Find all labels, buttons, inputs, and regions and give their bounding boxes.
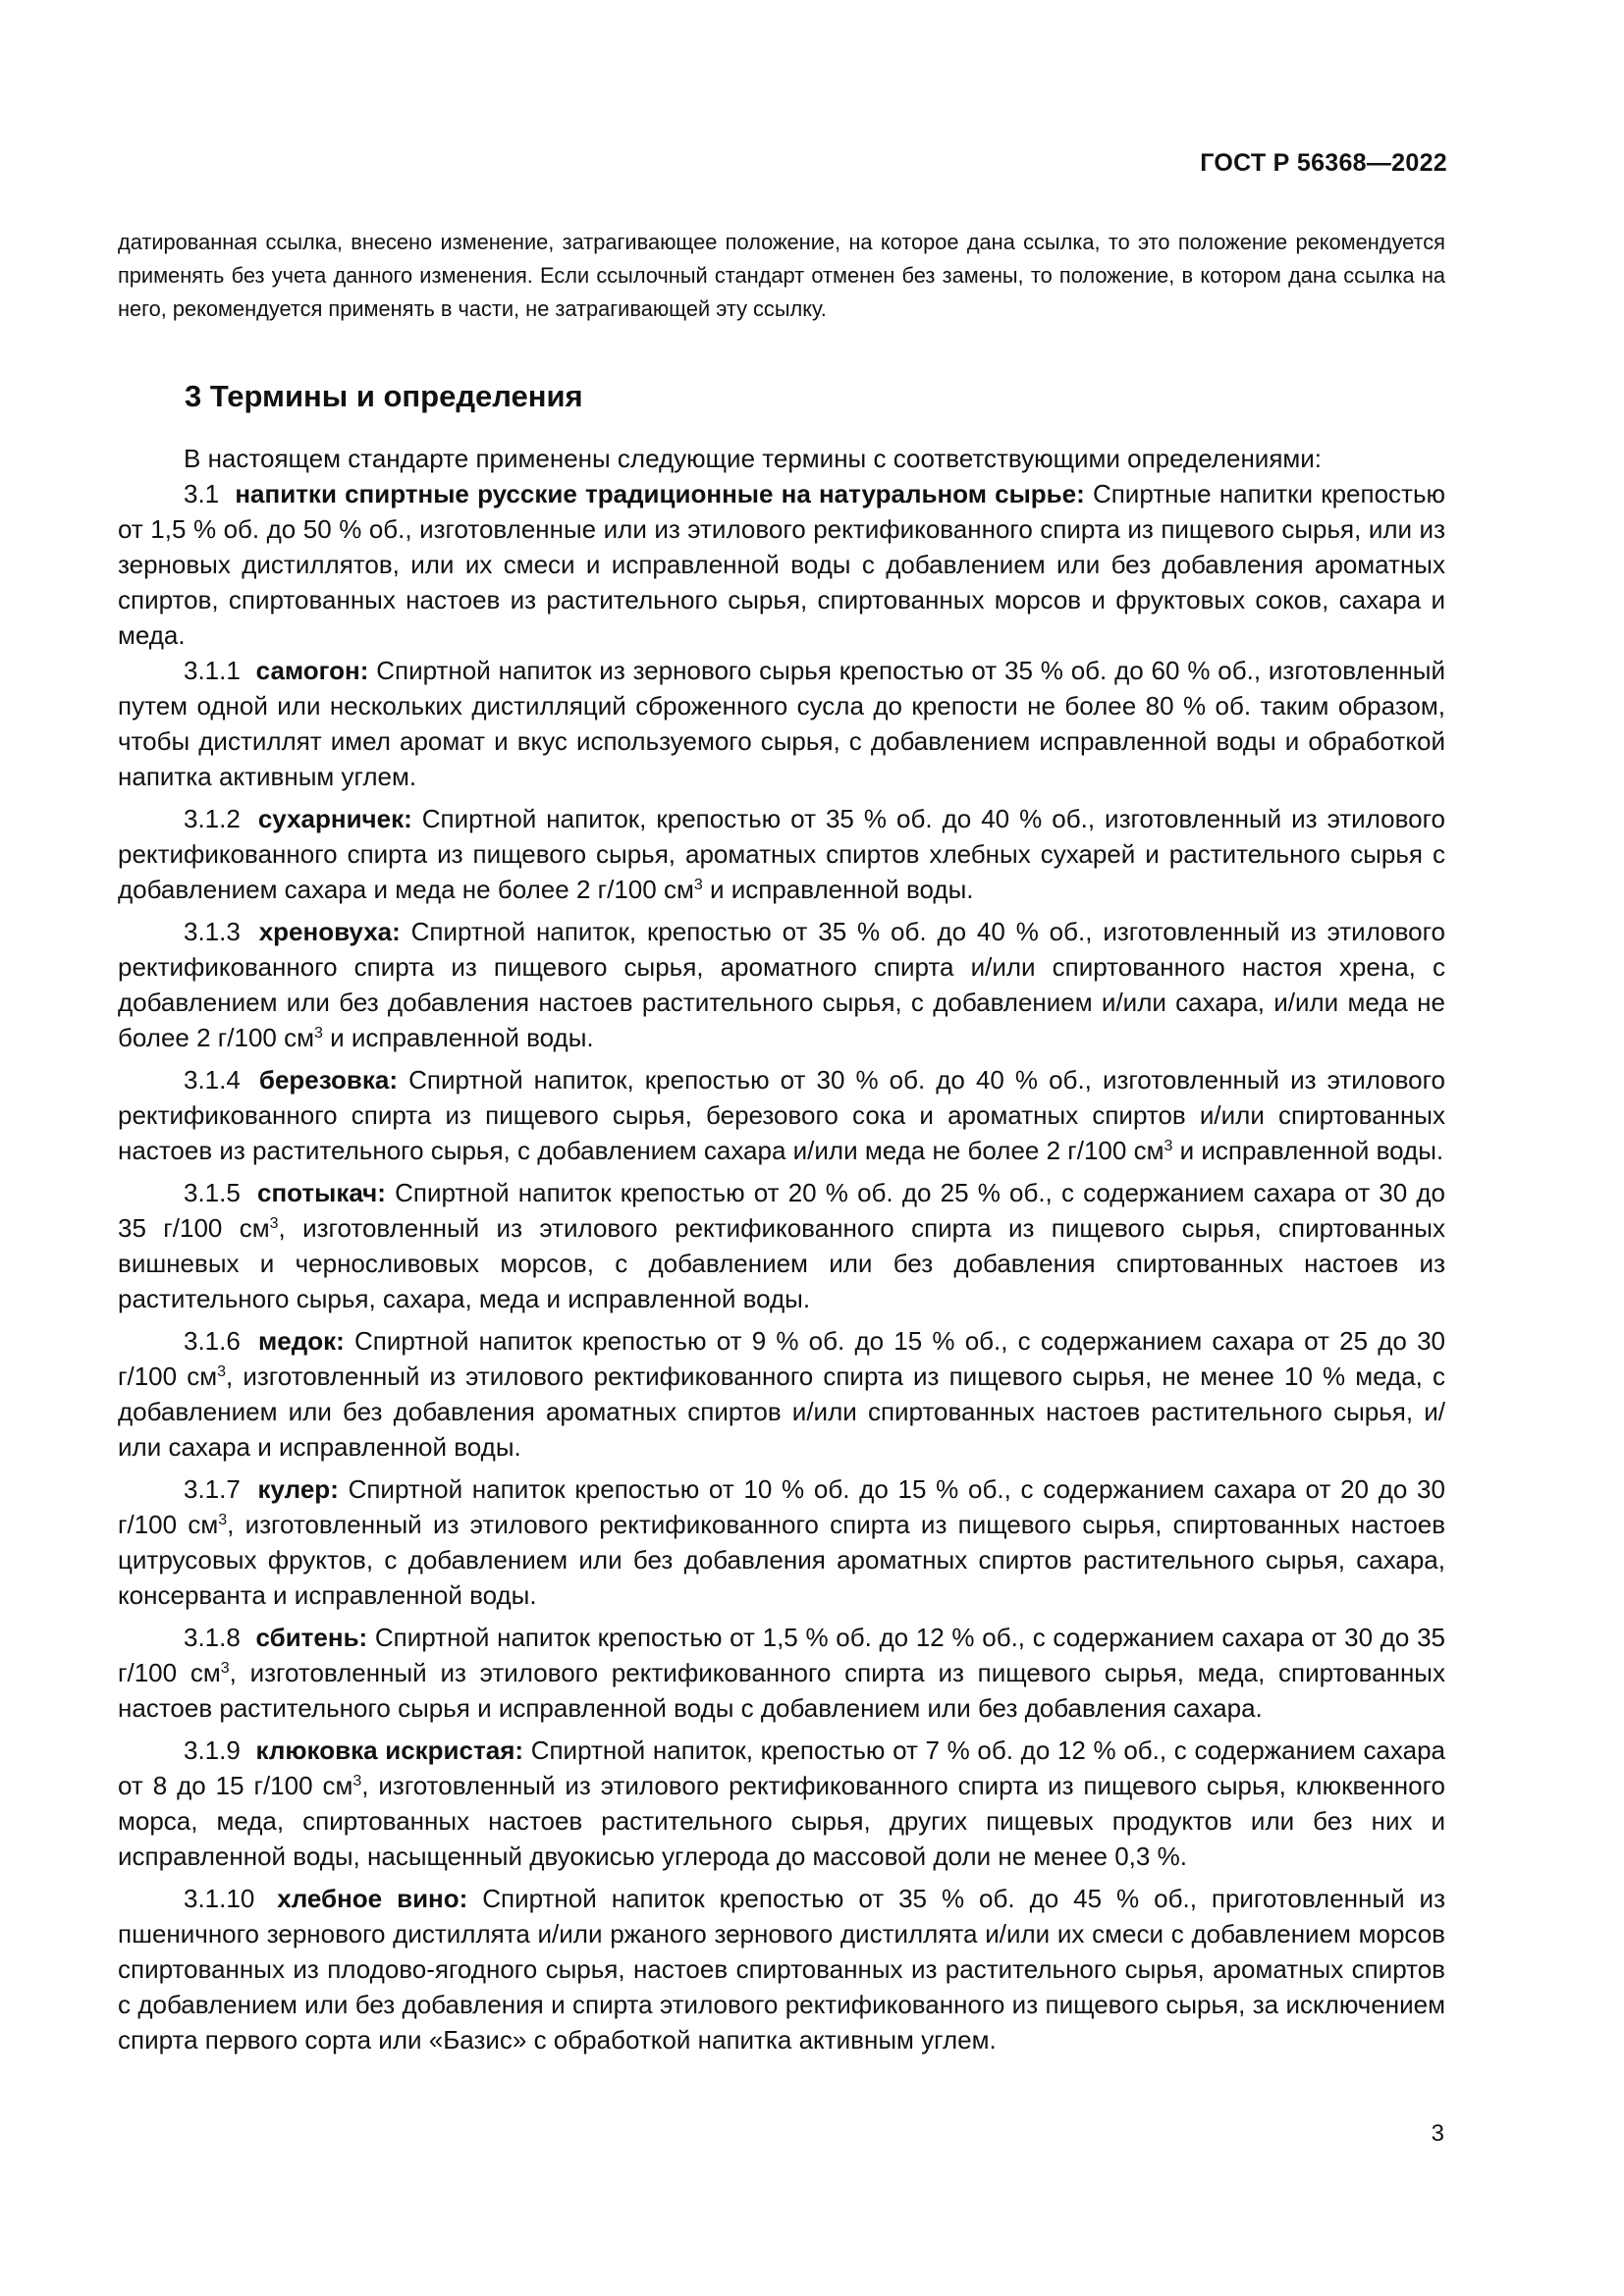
term-number: 3.1.9 xyxy=(184,1735,241,1765)
term-definition: Спиртной напиток, крепостью от 35 % об. до 40 % об., изготовленный из этилового ректификованного спирта из пищевого сырья, ароматных спиртов хлебных сухарей и растительного сырья с добавлением сахара и меда не более 2 г/100 см xyxy=(118,804,1445,904)
term-number: 3.1 xyxy=(184,479,220,508)
term-number: 3.1.5 xyxy=(184,1178,241,1207)
term-name: напитки спиртные русские традиционные на натуральном сырье: xyxy=(235,479,1085,508)
superscript: 3 xyxy=(217,1363,226,1380)
superscript: 3 xyxy=(220,1660,230,1677)
term-number: 3.1.3 xyxy=(184,917,241,946)
term-definition-tail: , изготовленный из этилового ректификованного спирта из пищевого сырья, спиртованных настоев цитрусовых фруктов, с добавлением или без добавления ароматных спиртов растительного сырья, сахара, консерванта и исправленной воды. xyxy=(118,1510,1446,1610)
term-paragraph xyxy=(118,1620,1445,1726)
term-number: 3.1.10 xyxy=(184,1884,255,1913)
term-definition-tail: , изготовленный из этилового ректификованного спирта из пищевого сырья, клюквенного морса, меда, спиртованных настоев растительного сырья, других пищевых продуктов или без них и исправленной воды, насыщенный двуокисью углерода до массовой доли не менее 0,3 %. xyxy=(118,1771,1445,1871)
term-number: 3.1.2 xyxy=(184,804,241,833)
superscript: 3 xyxy=(352,1773,362,1789)
term-definition: Спиртной напиток крепостью от 10 % об. до 15 % об., с содержанием сахара от 20 до 30 г/100 см xyxy=(118,1474,1445,1539)
term-definition-tail: и исправленной воды. xyxy=(322,1023,594,1052)
term-definition: Спиртные напитки крепостью от 1,5 % об. до 50 % об., изготовленные или из этилового ректификованного спирта из пищевого сырья, или из зерновых дистиллятов, или их смеси и исправленной воды с добавлением или без добавления ароматных спиртов, спиртованных настоев из растительного сырья, спиртованных морсов и фруктовых соков, сахара и меда. xyxy=(118,479,1446,650)
term-paragraph xyxy=(118,1175,1445,1316)
term-name: клюковка искристая: xyxy=(255,1735,524,1765)
term-definition-tail: , изготовленный из этилового ректификованного спирта из пищевого сырья, спиртованных вишневых и черносливовых морсов, с добавлением или без добавления спиртованных настоев из растительного сырья, сахара, меда и исправленной воды. xyxy=(118,1213,1445,1313)
term-paragraph xyxy=(118,1471,1445,1613)
term-definition: Спиртной напиток крепостью от 9 % об. до 15 % об., с содержанием сахара от 25 до 30 г/100 см xyxy=(118,1326,1445,1391)
term-number: 3.1.8 xyxy=(184,1623,241,1652)
term-number: 3.1.1 xyxy=(184,656,241,685)
term-name: хлебное вино: xyxy=(277,1884,468,1913)
term-definition: Спиртной напиток крепостью от 1,5 % об. до 12 % об., с содержанием сахара от 30 до 35 г/100 см xyxy=(118,1623,1445,1687)
term-name: кулер: xyxy=(257,1474,339,1504)
term-definition-tail: и исправленной воды. xyxy=(1172,1136,1444,1165)
superscript: 3 xyxy=(693,877,703,893)
superscript: 3 xyxy=(1164,1138,1173,1154)
term-name: березовка: xyxy=(258,1065,399,1095)
term-name: сухарничек: xyxy=(257,804,412,833)
term-name: хреновуха: xyxy=(258,917,401,946)
superscript: 3 xyxy=(313,1025,323,1041)
superscript: 3 xyxy=(218,1512,228,1528)
term-definition: Спиртной напиток крепостью от 20 % об. до 25 % об., с содержанием сахара от 30 до 35 г/100 см xyxy=(118,1178,1445,1243)
terms-list xyxy=(118,441,1445,2064)
term-name: самогон: xyxy=(255,656,369,685)
term-definition-tail: , изготовленный из этилового ректификованного спирта из пищевого сырья, не менее 10 % меда, с добавлением или без добавления ароматных спиртов и/или спиртованных настоев растительного сырья, и/или сахара и исправленной воды. xyxy=(118,1362,1446,1462)
term-number: 3.1.4 xyxy=(184,1065,241,1095)
superscript: 3 xyxy=(269,1215,279,1232)
term-number: 3.1.7 xyxy=(184,1474,241,1504)
term-definition: Спиртной напиток крепостью от 35 % об. до 45 % об., приготовленный из пшеничного зернового дистиллята и/или ржаного зернового дистиллята и/или их смеси с добавлением морсов спиртованных из плодово-ягодного сырья, настоев спиртованных из растительного сырья, ароматных спиртов с добавлением или без добавления и спирта этилового ректификованного из пищевого сырья, за исключением спирта первого сорта или «Базис» с обработкой напитка активным углем. xyxy=(118,1884,1445,2055)
term-paragraph xyxy=(118,476,1445,653)
intro-paragraph: датированная ссылка, внесено изменение, затрагивающее положение, на которое дана ссылка, то это положение рекомендуется применять без учета данного изменения. Если ссылочный стандарт отменен без замены, то положение, в котором дана ссылка на него, рекомендуется применять в части, не затрагивающей эту ссылку. xyxy=(118,230,1445,321)
term-definition-tail: , изготовленный из этилового ректификованного спирта из пищевого сырья, меда, спиртованных настоев растительного сырья и исправленной воды с добавлением или без добавления сахара. xyxy=(118,1658,1445,1723)
term-definition: Спиртной напиток, крепостью от 35 % об. до 40 % об., изготовленный из этилового ректификованного спирта из пищевого сырья, ароматного спирта и/или спиртованного настоя хрена, с добавлением или без добавления настоев растительного сырья, с добавлением и/или сахара, и/или меда не более 2 г/100 см xyxy=(118,917,1445,1052)
term-paragraph xyxy=(118,801,1445,907)
term-name: спотыкач: xyxy=(257,1178,386,1207)
term-definition-tail: и исправленной воды. xyxy=(702,875,974,904)
term-paragraph xyxy=(118,653,1445,794)
term-definition: Спиртной напиток, крепостью от 30 % об. до 40 % об., изготовленный из этилового ректификованного спирта из пищевого сырья, березового сока и ароматных спиртов и/или спиртованных настоев из растительного сырья, с добавлением сахара и/или меда не более 2 г/100 см xyxy=(118,1065,1445,1165)
term-paragraph xyxy=(118,914,1445,1055)
page-number: 3 xyxy=(1431,2120,1444,2147)
section-lead: В настоящем стандарте применены следующие термины с соответствующими определениями: xyxy=(184,444,1323,473)
term-name: медок: xyxy=(258,1326,345,1356)
term-name: сбитень: xyxy=(255,1623,368,1652)
term-paragraph xyxy=(118,1733,1445,1874)
term-definition: Спиртной напиток из зернового сырья крепостью от 35 % об. до 60 % об., изготовленный путем одной или нескольких дистилляций сброженного сусла до крепости не более 80 % об. таким образом, чтобы дистиллят имел аромат и вкус используемого сырья, с добавлением исправленной воды и обработкой напитка активным углем. xyxy=(118,656,1445,791)
term-number: 3.1.6 xyxy=(184,1326,241,1356)
term-paragraph xyxy=(118,1062,1445,1168)
term-definition: Спиртной напиток, крепостью от 7 % об. до 12 % об., с содержанием сахара от 8 до 15 г/100 см xyxy=(118,1735,1445,1800)
document-code: ГОСТ Р 56368—2022 xyxy=(1200,149,1447,177)
term-paragraph xyxy=(118,1881,1445,2057)
section-heading: 3 Термины и определения xyxy=(185,379,583,413)
term-paragraph xyxy=(118,1323,1445,1465)
